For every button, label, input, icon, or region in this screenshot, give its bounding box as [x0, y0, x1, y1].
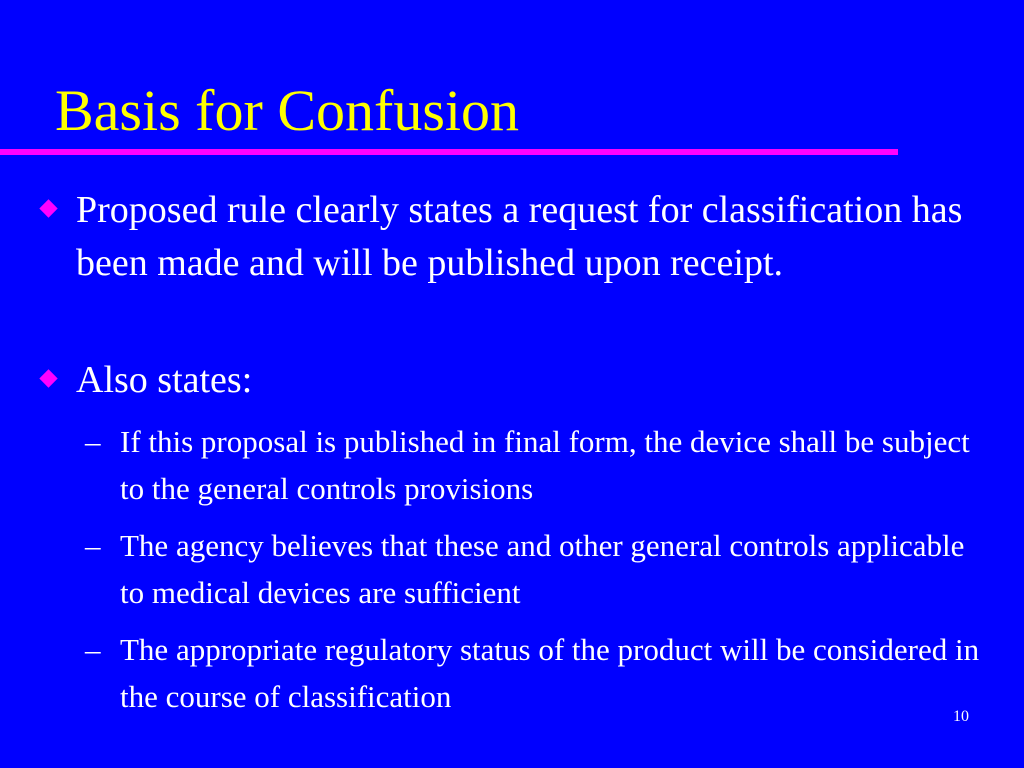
- diamond-icon: [39, 369, 57, 387]
- bullet-text: Also states:: [76, 359, 253, 401]
- page-number: 10: [953, 708, 969, 725]
- sub-bullet-list: [85, 418, 985, 730]
- sub-bullet-item: [85, 418, 985, 512]
- sub-bullet-text: The appropriate regulatory status of the product will be considered in the course of classification: [120, 632, 980, 714]
- sub-bullet-item: [85, 626, 985, 720]
- title-underline: [0, 149, 898, 155]
- slide-title: Basis for Confusion: [55, 78, 519, 143]
- sub-bullet-text: If this proposal is published in final form, the device shall be subject to the general controls provisions: [120, 424, 970, 506]
- sub-bullet-item: [85, 522, 985, 616]
- dash-marker: –: [85, 528, 101, 563]
- bullet-item-proposed-rule: [38, 184, 1013, 290]
- bullet-row: [38, 354, 1013, 407]
- dash-marker: –: [85, 424, 101, 459]
- diamond-icon: [39, 199, 57, 217]
- sub-bullet-text: The agency believes that these and other general controls applicable to medical devices are sufficient: [120, 528, 965, 610]
- dash-marker: –: [85, 632, 101, 667]
- bullet-text: Proposed rule clearly states a request for classification has been made and will be published upon receipt.: [76, 189, 963, 284]
- bullet-item-also-states: [38, 354, 1013, 407]
- bullet-row: [38, 184, 1013, 290]
